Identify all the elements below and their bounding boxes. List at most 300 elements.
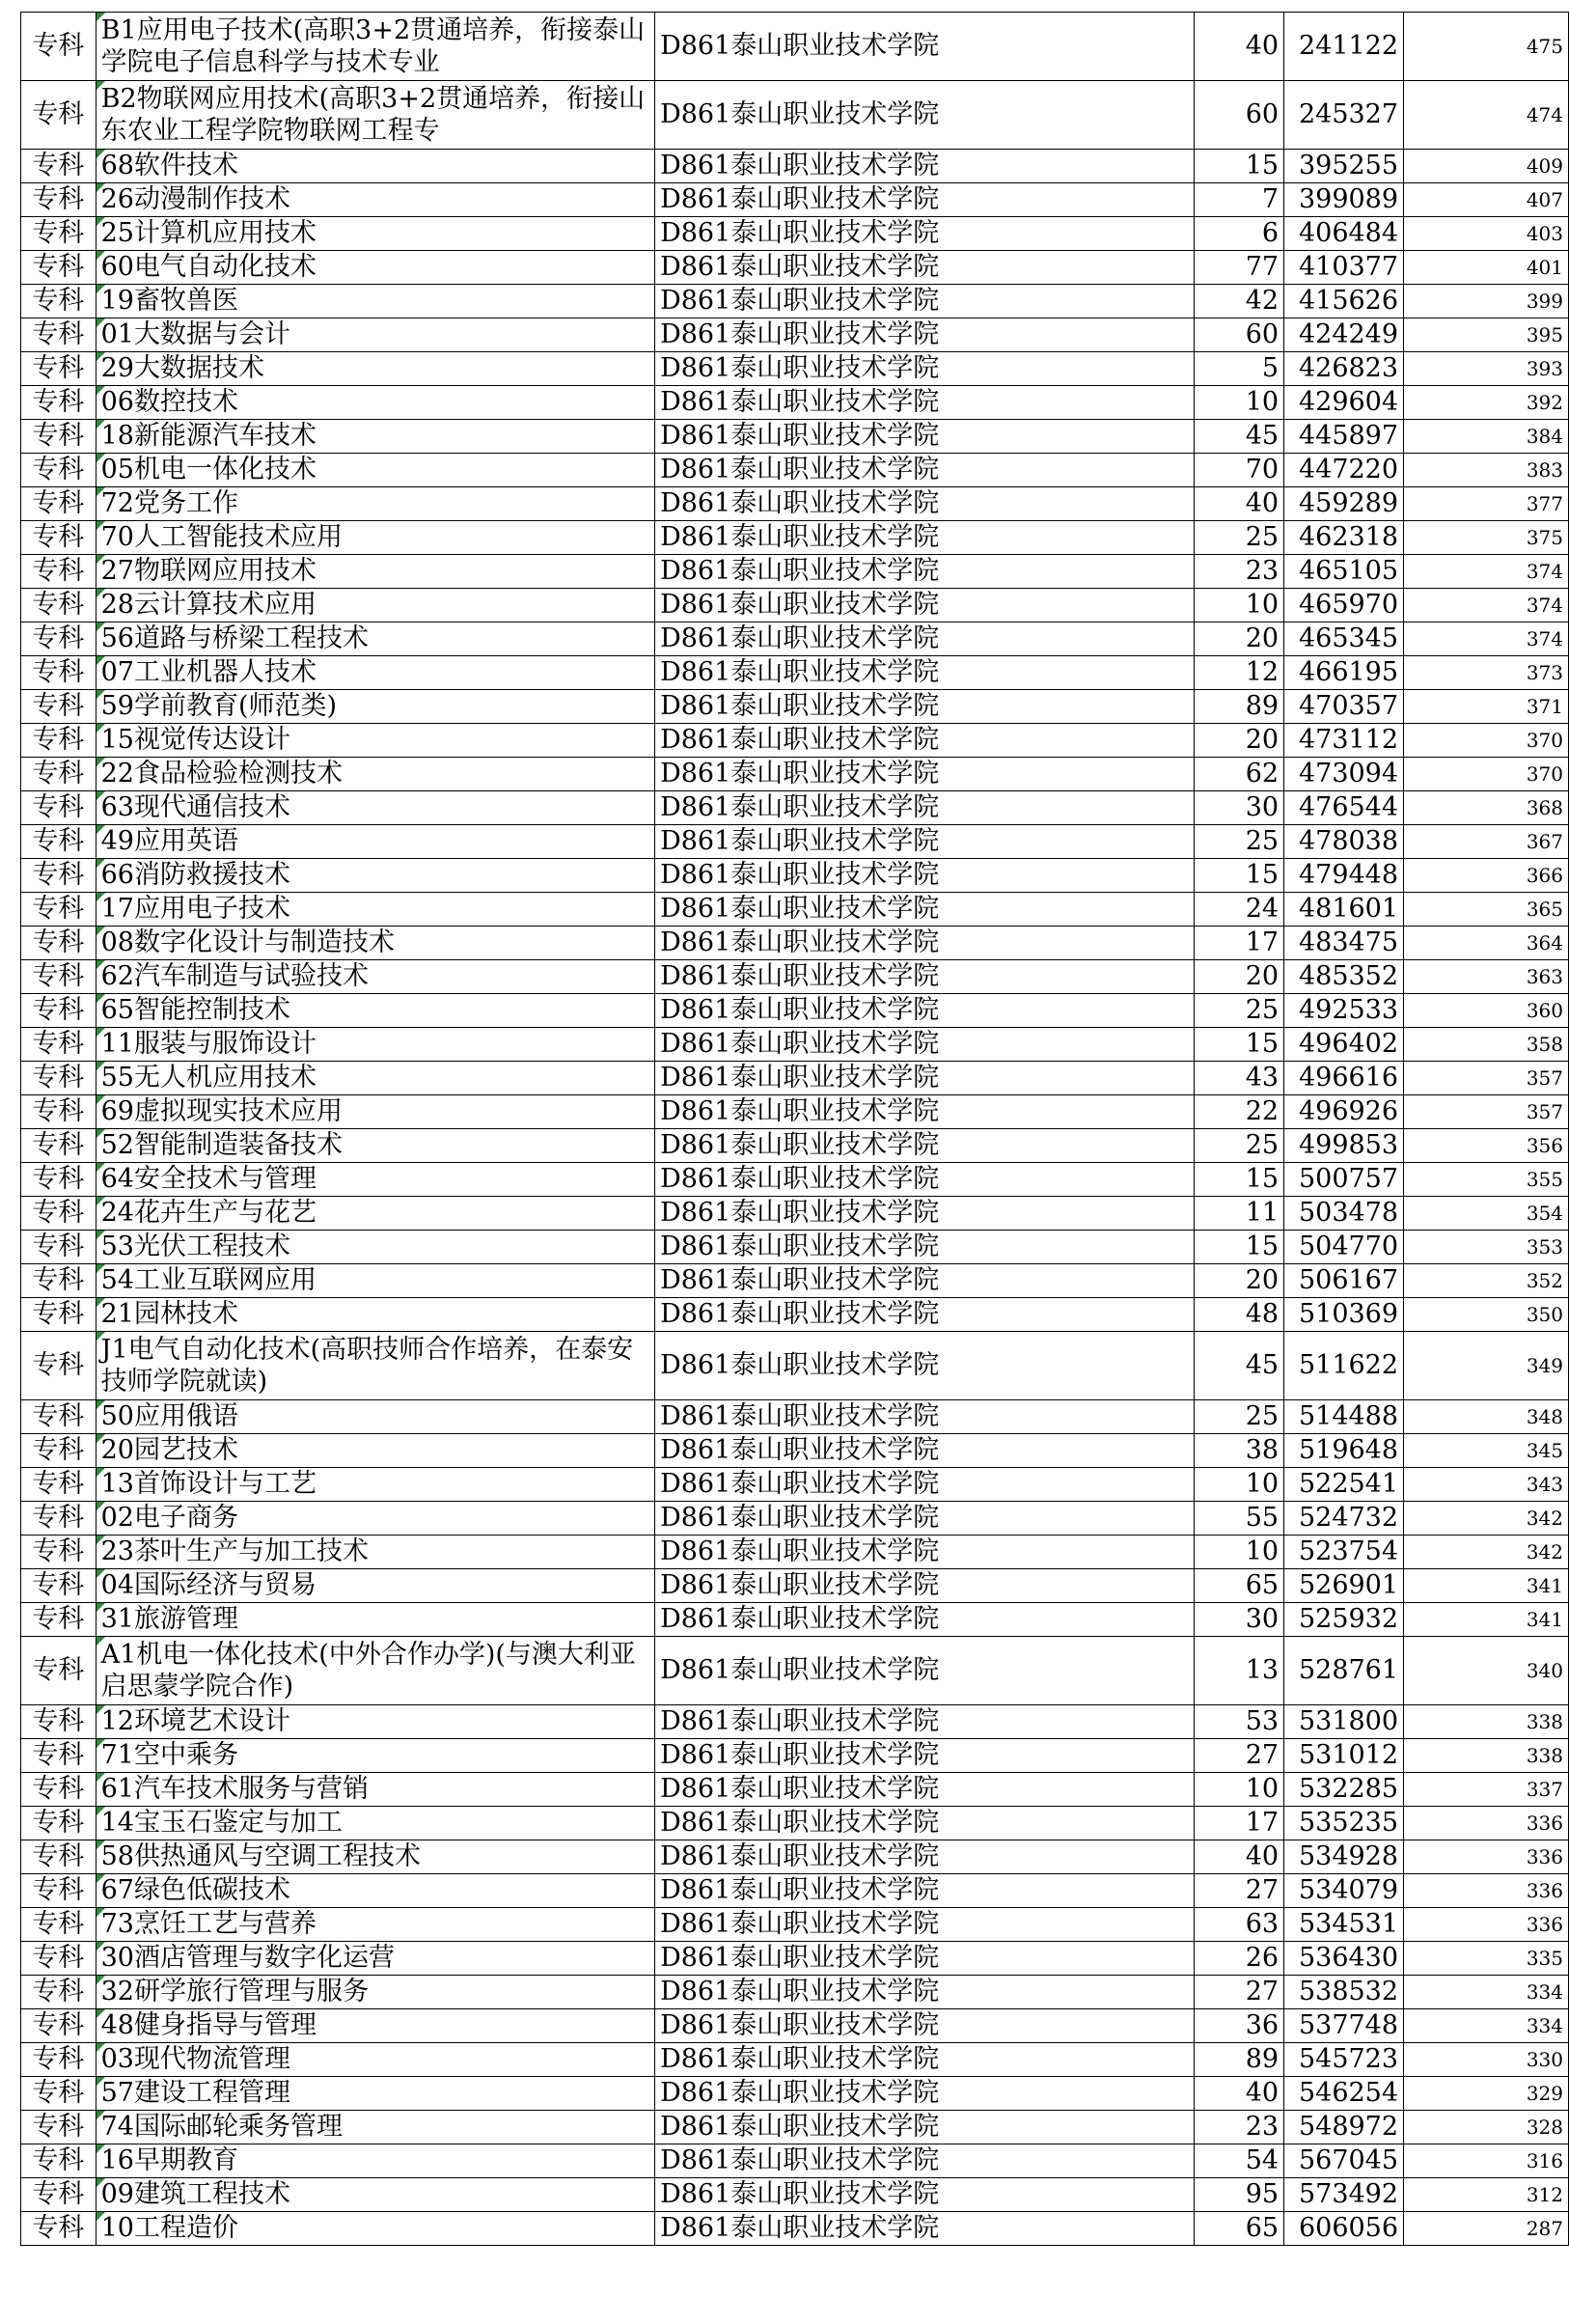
cell-min-rank: 445897 (1284, 420, 1404, 454)
table-row (21, 217, 1569, 251)
cell-major: 63现代通信技术 (96, 791, 654, 825)
cell-min-score: 334 (1404, 1976, 1569, 2009)
cell-min-rank: 395255 (1284, 150, 1404, 183)
cell-school: D861泰山职业技术学院 (655, 217, 1195, 251)
cell-plan-count: 60 (1195, 81, 1284, 150)
cell-min-rank: 496926 (1284, 1095, 1404, 1129)
cell-min-score: 374 (1404, 589, 1569, 622)
cell-major: 16早期教育 (96, 2144, 654, 2178)
table-row (21, 1874, 1569, 1908)
cell-major: 15视觉传达设计 (96, 724, 654, 758)
cell-plan-count: 60 (1195, 318, 1284, 352)
cell-min-score: 475 (1404, 13, 1569, 81)
cell-min-score: 341 (1404, 1603, 1569, 1637)
table-row (21, 454, 1569, 487)
cell-school: D861泰山职业技术学院 (655, 1705, 1195, 1739)
cell-level: 专科 (21, 656, 96, 690)
cell-major: 09建筑工程技术 (96, 2178, 654, 2212)
cell-min-rank: 406484 (1284, 217, 1404, 251)
cell-school: D861泰山职业技术学院 (655, 1569, 1195, 1603)
table-row (21, 2178, 1569, 2212)
cell-min-score: 316 (1404, 2144, 1569, 2178)
cell-plan-count: 77 (1195, 251, 1284, 285)
cell-school: D861泰山职业技术学院 (655, 589, 1195, 622)
cell-school: D861泰山职业技术学院 (655, 825, 1195, 859)
table-row (21, 150, 1569, 183)
cell-level: 专科 (21, 758, 96, 791)
table-row (21, 589, 1569, 622)
table-row (21, 1536, 1569, 1569)
table-row (21, 352, 1569, 386)
cell-major: 18新能源汽车技术 (96, 420, 654, 454)
cell-major: 68软件技术 (96, 150, 654, 183)
cell-major: 13首饰设计与工艺 (96, 1468, 654, 1502)
cell-min-score: 341 (1404, 1569, 1569, 1603)
cell-major: 14宝玉石鉴定与加工 (96, 1807, 654, 1840)
cell-plan-count: 95 (1195, 2178, 1284, 2212)
cell-major: 05机电一体化技术 (96, 454, 654, 487)
cell-plan-count: 11 (1195, 1197, 1284, 1231)
table-row (21, 386, 1569, 420)
table-row (21, 1468, 1569, 1502)
cell-min-rank: 545723 (1284, 2043, 1404, 2077)
table-row (21, 960, 1569, 994)
cell-level: 专科 (21, 1231, 96, 1264)
table-row (21, 1298, 1569, 1332)
cell-major: 10工程造价 (96, 2212, 654, 2246)
cell-min-score: 349 (1404, 1332, 1569, 1400)
cell-min-score: 383 (1404, 454, 1569, 487)
table-row (21, 81, 1569, 150)
cell-school: D861泰山职业技术学院 (655, 521, 1195, 555)
cell-level: 专科 (21, 555, 96, 589)
cell-level: 专科 (21, 791, 96, 825)
table-row (21, 555, 1569, 589)
cell-level: 专科 (21, 589, 96, 622)
cell-major: 60电气自动化技术 (96, 251, 654, 285)
cell-school: D861泰山职业技术学院 (655, 1807, 1195, 1840)
cell-plan-count: 55 (1195, 1502, 1284, 1536)
cell-min-score: 392 (1404, 386, 1569, 420)
cell-major: 65智能控制技术 (96, 994, 654, 1028)
cell-min-rank: 496402 (1284, 1028, 1404, 1062)
cell-school: D861泰山职业技术学院 (655, 1298, 1195, 1332)
cell-plan-count: 6 (1195, 217, 1284, 251)
cell-plan-count: 30 (1195, 791, 1284, 825)
table-row (21, 1705, 1569, 1739)
cell-level: 专科 (21, 1569, 96, 1603)
cell-major: 19畜牧兽医 (96, 285, 654, 318)
cell-school: D861泰山职业技术学院 (655, 1603, 1195, 1637)
table-row (21, 1400, 1569, 1434)
cell-school: D861泰山职业技术学院 (655, 555, 1195, 589)
cell-min-rank: 506167 (1284, 1264, 1404, 1298)
cell-min-rank: 510369 (1284, 1298, 1404, 1332)
cell-school: D861泰山职业技术学院 (655, 1028, 1195, 1062)
cell-major: 53光伏工程技术 (96, 1231, 654, 1264)
cell-school: D861泰山职业技术学院 (655, 2043, 1195, 2077)
table-row (21, 2212, 1569, 2246)
cell-school: D861泰山职业技术学院 (655, 2178, 1195, 2212)
cell-major: 71空中乘务 (96, 1739, 654, 1773)
table-row (21, 1163, 1569, 1197)
cell-plan-count: 23 (1195, 555, 1284, 589)
cell-min-rank: 523754 (1284, 1536, 1404, 1569)
cell-plan-count: 54 (1195, 2144, 1284, 2178)
cell-min-score: 329 (1404, 2077, 1569, 2111)
cell-plan-count: 10 (1195, 1536, 1284, 1569)
cell-min-rank: 399089 (1284, 183, 1404, 217)
cell-plan-count: 20 (1195, 1264, 1284, 1298)
cell-major: 17应用电子技术 (96, 893, 654, 927)
cell-school: D861泰山职业技术学院 (655, 81, 1195, 150)
cell-plan-count: 45 (1195, 1332, 1284, 1400)
cell-major: 30酒店管理与数字化运营 (96, 1942, 654, 1976)
cell-min-rank: 528761 (1284, 1637, 1404, 1705)
cell-major: 52智能制造装备技术 (96, 1129, 654, 1163)
cell-min-rank: 535235 (1284, 1807, 1404, 1840)
cell-level: 专科 (21, 487, 96, 521)
cell-school: D861泰山职业技术学院 (655, 386, 1195, 420)
cell-min-score: 353 (1404, 1231, 1569, 1264)
cell-plan-count: 27 (1195, 1874, 1284, 1908)
table-row (21, 927, 1569, 960)
cell-min-rank: 531012 (1284, 1739, 1404, 1773)
table-row (21, 2077, 1569, 2111)
cell-school: D861泰山职业技术学院 (655, 994, 1195, 1028)
cell-major: 59学前教育(师范类) (96, 690, 654, 724)
cell-min-rank: 526901 (1284, 1569, 1404, 1603)
cell-level: 专科 (21, 1603, 96, 1637)
cell-min-rank: 546254 (1284, 2077, 1404, 2111)
cell-level: 专科 (21, 825, 96, 859)
table-row (21, 1434, 1569, 1468)
cell-school: D861泰山职业技术学院 (655, 1942, 1195, 1976)
cell-major: 11服装与服饰设计 (96, 1028, 654, 1062)
cell-level: 专科 (21, 1807, 96, 1840)
cell-min-score: 363 (1404, 960, 1569, 994)
cell-level: 专科 (21, 1705, 96, 1739)
cell-major: 06数控技术 (96, 386, 654, 420)
cell-min-rank: 479448 (1284, 859, 1404, 893)
cell-min-rank: 447220 (1284, 454, 1404, 487)
cell-min-rank: 548972 (1284, 2111, 1404, 2144)
table-row (21, 1773, 1569, 1807)
table-row (21, 1062, 1569, 1095)
cell-major: 29大数据技术 (96, 352, 654, 386)
cell-level: 专科 (21, 1637, 96, 1705)
table-row (21, 1603, 1569, 1637)
cell-plan-count: 45 (1195, 420, 1284, 454)
cell-level: 专科 (21, 927, 96, 960)
cell-min-rank: 424249 (1284, 318, 1404, 352)
cell-major: 22食品检验检测技术 (96, 758, 654, 791)
cell-min-score: 334 (1404, 2009, 1569, 2043)
cell-min-score: 371 (1404, 690, 1569, 724)
cell-level: 专科 (21, 217, 96, 251)
cell-min-score: 375 (1404, 521, 1569, 555)
cell-school: D861泰山职业技术学院 (655, 724, 1195, 758)
cell-plan-count: 38 (1195, 1434, 1284, 1468)
cell-min-score: 374 (1404, 622, 1569, 656)
cell-major: 12环境艺术设计 (96, 1705, 654, 1739)
cell-school: D861泰山职业技术学院 (655, 1739, 1195, 1773)
cell-min-score: 384 (1404, 420, 1569, 454)
table-row (21, 2043, 1569, 2077)
cell-plan-count: 17 (1195, 1807, 1284, 1840)
cell-level: 专科 (21, 352, 96, 386)
cell-min-rank: 573492 (1284, 2178, 1404, 2212)
cell-level: 专科 (21, 183, 96, 217)
table-row (21, 2111, 1569, 2144)
cell-min-score: 330 (1404, 2043, 1569, 2077)
cell-level: 专科 (21, 81, 96, 150)
cell-school: D861泰山职业技术学院 (655, 352, 1195, 386)
cell-min-score: 345 (1404, 1434, 1569, 1468)
cell-plan-count: 40 (1195, 487, 1284, 521)
cell-min-score: 335 (1404, 1942, 1569, 1976)
cell-min-score: 365 (1404, 893, 1569, 927)
cell-min-score: 350 (1404, 1298, 1569, 1332)
cell-school: D861泰山职业技术学院 (655, 1231, 1195, 1264)
table-row (21, 1569, 1569, 1603)
table-row (21, 1231, 1569, 1264)
cell-plan-count: 63 (1195, 1908, 1284, 1942)
table-row (21, 622, 1569, 656)
table-row (21, 521, 1569, 555)
cell-major: 24花卉生产与花艺 (96, 1197, 654, 1231)
cell-school: D861泰山职业技术学院 (655, 927, 1195, 960)
cell-major: 73烹饪工艺与营养 (96, 1908, 654, 1942)
cell-school: D861泰山职业技术学院 (655, 251, 1195, 285)
cell-min-rank: 483475 (1284, 927, 1404, 960)
table-row (21, 1840, 1569, 1874)
cell-min-rank: 426823 (1284, 352, 1404, 386)
cell-major: 55无人机应用技术 (96, 1062, 654, 1095)
cell-major: 28云计算技术应用 (96, 589, 654, 622)
cell-level: 专科 (21, 622, 96, 656)
cell-major: 67绿色低碳技术 (96, 1874, 654, 1908)
cell-min-score: 393 (1404, 352, 1569, 386)
table-row (21, 994, 1569, 1028)
cell-major: 01大数据与会计 (96, 318, 654, 352)
cell-plan-count: 65 (1195, 2212, 1284, 2246)
cell-plan-count: 23 (1195, 2111, 1284, 2144)
cell-plan-count: 25 (1195, 994, 1284, 1028)
cell-plan-count: 20 (1195, 622, 1284, 656)
cell-level: 专科 (21, 1468, 96, 1502)
cell-school: D861泰山职业技术学院 (655, 1062, 1195, 1095)
cell-school: D861泰山职业技术学院 (655, 1095, 1195, 1129)
cell-major: 61汽车技术服务与营销 (96, 1773, 654, 1807)
cell-level: 专科 (21, 1298, 96, 1332)
admission-table (20, 12, 1569, 2246)
cell-min-rank: 534531 (1284, 1908, 1404, 1942)
cell-school: D861泰山职业技术学院 (655, 1502, 1195, 1536)
cell-school: D861泰山职业技术学院 (655, 318, 1195, 352)
cell-major: 20园艺技术 (96, 1434, 654, 1468)
cell-plan-count: 70 (1195, 454, 1284, 487)
table-row (21, 2009, 1569, 2043)
cell-min-rank: 511622 (1284, 1332, 1404, 1400)
cell-major: 21园林技术 (96, 1298, 654, 1332)
cell-min-score: 377 (1404, 487, 1569, 521)
cell-school: D861泰山职业技术学院 (655, 656, 1195, 690)
cell-level: 专科 (21, 1908, 96, 1942)
table-row (21, 1197, 1569, 1231)
cell-min-rank: 473094 (1284, 758, 1404, 791)
cell-level: 专科 (21, 1332, 96, 1400)
cell-min-rank: 503478 (1284, 1197, 1404, 1231)
cell-min-score: 358 (1404, 1028, 1569, 1062)
cell-min-score: 287 (1404, 2212, 1569, 2246)
table-row (21, 183, 1569, 217)
cell-min-rank: 519648 (1284, 1434, 1404, 1468)
cell-major: 32研学旅行管理与服务 (96, 1976, 654, 2009)
cell-level: 专科 (21, 420, 96, 454)
table-row (21, 2144, 1569, 2178)
cell-plan-count: 26 (1195, 1942, 1284, 1976)
cell-school: D861泰山职业技术学院 (655, 960, 1195, 994)
cell-min-score: 364 (1404, 927, 1569, 960)
cell-min-score: 357 (1404, 1095, 1569, 1129)
table-row (21, 13, 1569, 81)
table-row (21, 690, 1569, 724)
cell-major: A1机电一体化技术(中外合作办学)(与澳大利亚启思蒙学院合作) (96, 1637, 654, 1705)
cell-school: D861泰山职业技术学院 (655, 859, 1195, 893)
cell-level: 专科 (21, 1095, 96, 1129)
cell-min-score: 367 (1404, 825, 1569, 859)
cell-plan-count: 43 (1195, 1062, 1284, 1095)
cell-min-score: 355 (1404, 1163, 1569, 1197)
cell-plan-count: 25 (1195, 825, 1284, 859)
cell-plan-count: 40 (1195, 1840, 1284, 1874)
cell-min-rank: 485352 (1284, 960, 1404, 994)
cell-level: 专科 (21, 1840, 96, 1874)
cell-min-score: 399 (1404, 285, 1569, 318)
cell-level: 专科 (21, 1163, 96, 1197)
cell-level: 专科 (21, 2043, 96, 2077)
cell-major: J1电气自动化技术(高职技师合作培养，在泰安技师学院就读) (96, 1332, 654, 1400)
cell-school: D861泰山职业技术学院 (655, 758, 1195, 791)
cell-major: 66消防救援技术 (96, 859, 654, 893)
cell-school: D861泰山职业技术学院 (655, 2144, 1195, 2178)
cell-level: 专科 (21, 690, 96, 724)
table-row (21, 1502, 1569, 1536)
cell-min-score: 357 (1404, 1062, 1569, 1095)
cell-plan-count: 22 (1195, 1095, 1284, 1129)
cell-plan-count: 25 (1195, 1400, 1284, 1434)
cell-plan-count: 15 (1195, 1028, 1284, 1062)
cell-plan-count: 10 (1195, 386, 1284, 420)
cell-min-score: 342 (1404, 1502, 1569, 1536)
cell-min-rank: 415626 (1284, 285, 1404, 318)
cell-level: 专科 (21, 994, 96, 1028)
cell-school: D861泰山职业技术学院 (655, 454, 1195, 487)
cell-min-score: 373 (1404, 656, 1569, 690)
cell-school: D861泰山职业技术学院 (655, 1332, 1195, 1400)
cell-major: 56道路与桥梁工程技术 (96, 622, 654, 656)
cell-major: 72党务工作 (96, 487, 654, 521)
cell-plan-count: 62 (1195, 758, 1284, 791)
table-body (21, 13, 1569, 2246)
cell-min-rank: 538532 (1284, 1976, 1404, 2009)
cell-major: 54工业互联网应用 (96, 1264, 654, 1298)
cell-min-rank: 534079 (1284, 1874, 1404, 1908)
cell-min-score: 403 (1404, 217, 1569, 251)
cell-school: D861泰山职业技术学院 (655, 2212, 1195, 2246)
cell-min-score: 340 (1404, 1637, 1569, 1705)
cell-level: 专科 (21, 893, 96, 927)
cell-level: 专科 (21, 1976, 96, 2009)
cell-major: 04国际经济与贸易 (96, 1569, 654, 1603)
cell-min-score: 360 (1404, 994, 1569, 1028)
table-row (21, 487, 1569, 521)
cell-level: 专科 (21, 150, 96, 183)
table-row (21, 1028, 1569, 1062)
cell-plan-count: 30 (1195, 1603, 1284, 1637)
cell-level: 专科 (21, 859, 96, 893)
cell-plan-count: 53 (1195, 1705, 1284, 1739)
cell-school: D861泰山职业技术学院 (655, 1163, 1195, 1197)
cell-plan-count: 10 (1195, 1773, 1284, 1807)
cell-min-rank: 500757 (1284, 1163, 1404, 1197)
cell-level: 专科 (21, 1129, 96, 1163)
cell-level: 专科 (21, 13, 96, 81)
cell-school: D861泰山职业技术学院 (655, 13, 1195, 81)
cell-level: 专科 (21, 724, 96, 758)
cell-min-score: 354 (1404, 1197, 1569, 1231)
cell-min-score: 312 (1404, 2178, 1569, 2212)
cell-min-rank: 241122 (1284, 13, 1404, 81)
table-row (21, 1908, 1569, 1942)
table-row (21, 859, 1569, 893)
cell-plan-count: 20 (1195, 724, 1284, 758)
cell-major: 62汽车制造与试验技术 (96, 960, 654, 994)
cell-level: 专科 (21, 1739, 96, 1773)
cell-major: 31旅游管理 (96, 1603, 654, 1637)
cell-min-score: 374 (1404, 555, 1569, 589)
cell-min-rank: 514488 (1284, 1400, 1404, 1434)
table-row (21, 1637, 1569, 1705)
cell-school: D861泰山职业技术学院 (655, 1773, 1195, 1807)
cell-plan-count: 27 (1195, 1739, 1284, 1773)
cell-min-rank: 465345 (1284, 622, 1404, 656)
cell-level: 专科 (21, 2178, 96, 2212)
table-row (21, 893, 1569, 927)
cell-level: 专科 (21, 1197, 96, 1231)
cell-major: B1应用电子技术(高职3+2贯通培养，衔接泰山学院电子信息科学与技术专业 (96, 13, 654, 81)
table-row (21, 1807, 1569, 1840)
cell-min-score: 370 (1404, 724, 1569, 758)
cell-min-rank: 470357 (1284, 690, 1404, 724)
cell-school: D861泰山职业技术学院 (655, 1197, 1195, 1231)
cell-major: 58供热通风与空调工程技术 (96, 1840, 654, 1874)
cell-school: D861泰山职业技术学院 (655, 1468, 1195, 1502)
table-row (21, 758, 1569, 791)
cell-school: D861泰山职业技术学院 (655, 150, 1195, 183)
cell-min-score: 336 (1404, 1807, 1569, 1840)
cell-min-rank: 465970 (1284, 589, 1404, 622)
cell-school: D861泰山职业技术学院 (655, 1400, 1195, 1434)
table-row (21, 1332, 1569, 1400)
cell-plan-count: 40 (1195, 2077, 1284, 2111)
cell-min-rank: 473112 (1284, 724, 1404, 758)
cell-plan-count: 15 (1195, 150, 1284, 183)
cell-school: D861泰山职业技术学院 (655, 690, 1195, 724)
cell-plan-count: 27 (1195, 1976, 1284, 2009)
cell-major: 64安全技术与管理 (96, 1163, 654, 1197)
